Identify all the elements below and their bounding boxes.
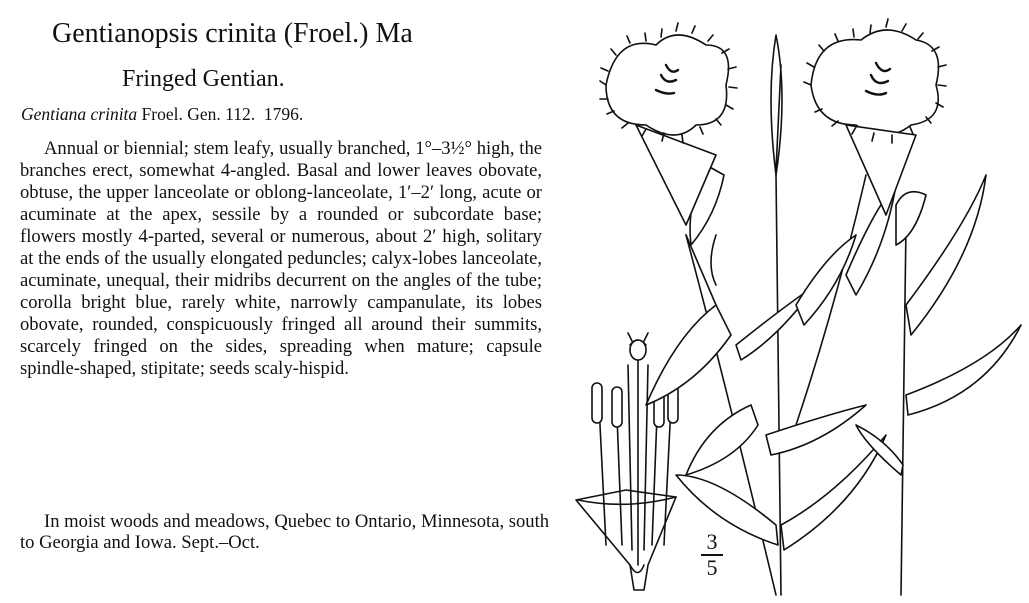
botanical-illustration	[566, 5, 1026, 600]
scale-numerator: 3	[706, 529, 718, 554]
scale-fraction	[701, 531, 723, 579]
synonym-line	[21, 104, 303, 125]
species-range: In moist woods and meadows, Quebec to Ontario, Minnesota, south to Georgia and Iowa. Sept.–Oct.	[20, 511, 550, 553]
synonym-name: Gentiana crinita	[21, 104, 138, 124]
scale-denominator: 5	[706, 554, 718, 580]
species-description: Annual or biennial; stem leafy, usually branched, 1°–3½° high, the branches erect, somewhat 4-angled. Basal and lower leaves obovate, obtuse, the upper lanceolate or oblong-lanceolate, 1′–2′ long, acute or acuminate at the apex, sessile by a rounded or subcordate base; flowers mostly 4-parted, several or numerous, about 2′ high, solitary at the ends of the usually elongated peduncles; calyx-lobes lanceolate, acuminate, unequal, their midribs decurrent on the angles of the tube; corolla bright blue, rarely white, narrowly campanulate, its lobes obovate, rounded, conspicuously fringed all around their summits, scarcely fringed on the sides, spreading when mature; capsule spindle-shaped, stipitate; seeds scaly-hispid.	[20, 138, 542, 379]
synonym-citation: Froel. Gen. 112.	[141, 104, 256, 124]
species-title: Gentianopsis crinita (Froel.) Ma	[52, 18, 413, 49]
leaves-drawing	[646, 175, 1021, 550]
common-name: Fringed Gentian.	[122, 66, 285, 92]
synonym-year: 1796.	[263, 104, 304, 124]
